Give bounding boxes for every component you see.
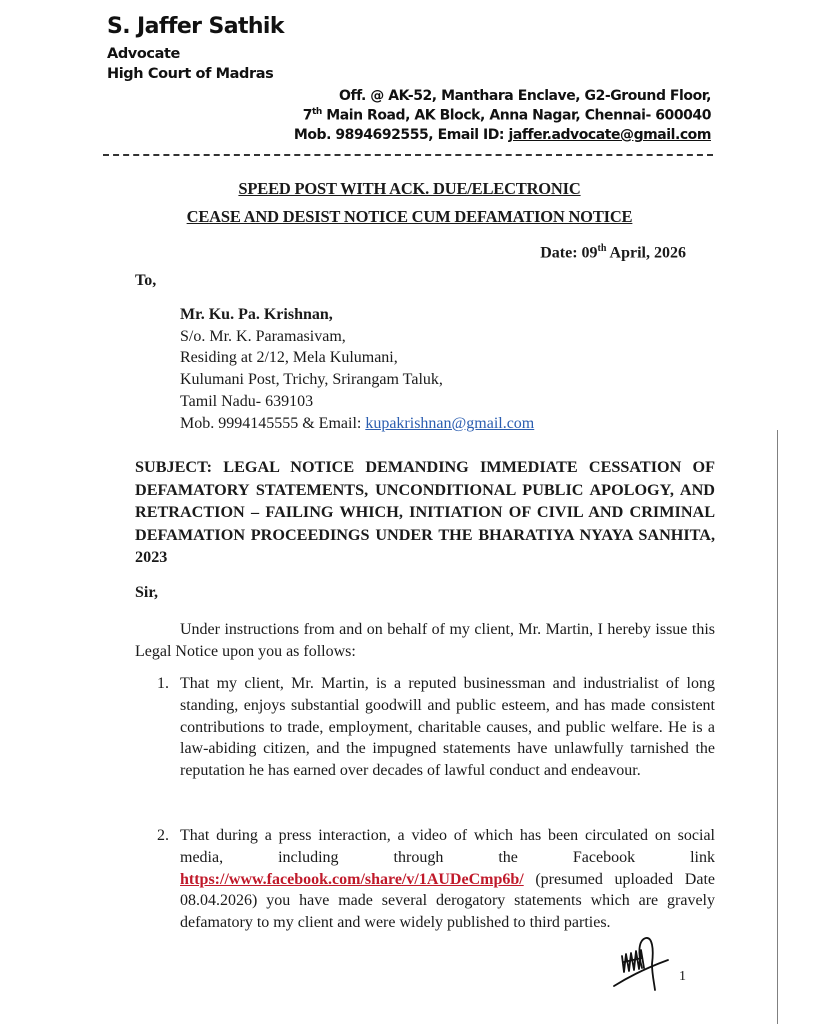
salutation: Sir,: [135, 584, 158, 601]
recipient-address-block: [180, 304, 534, 434]
office-address-line2: [303, 107, 711, 124]
advocate-email-link[interactable]: jaffer.advocate@gmail.com: [508, 127, 711, 143]
recipient-contact: [180, 413, 534, 435]
office-address-line1: Off. @ AK-52, Manthara Enclave, G2-Ground Floor,: [339, 88, 711, 104]
recipient-name: Mr. Ku. Pa. Krishnan,: [180, 306, 333, 323]
list-item-number: 1.: [157, 675, 169, 692]
recipient-line: Residing at 2/12, Mela Kulumani,: [180, 349, 398, 367]
to-label: To,: [135, 272, 157, 289]
ordinal-suffix: th: [312, 107, 322, 117]
street-rest: Main Road, AK Block, Anna Nagar, Chennai- 600040: [321, 107, 711, 124]
subject-line: SUBJECT: LEGAL NOTICE DEMANDING IMMEDIATE CESSATION OF DEFAMATORY STATEMENTS, UNCONDITIONAL PUBLIC APOLOGY, AND RETRACTION – FAILING WHICH, INITIATION OF CIVIL AND CRIMINAL DEFAMATION PROCEEDINGS UNDER THE BHARATIYA NYAYA SANHITA, 2023: [135, 458, 715, 567]
delivery-mode-heading: SPEED POST WITH ACK. DUE/ELECTRONIC: [238, 179, 581, 198]
list-item-text: [180, 825, 715, 934]
signature-icon: [612, 934, 672, 992]
street-number: 7: [302, 107, 313, 124]
advocate-contact-prefix: Mob. 9894692555, Email ID:: [293, 127, 509, 143]
advocate-title: Advocate: [107, 46, 180, 62]
page-number: 1: [679, 969, 686, 984]
recipient-email-link[interactable]: kupakrishnan@gmail.com: [365, 414, 535, 432]
list-item-text-after: (presumed uploaded Date 08.04.2026) you have made several derogatory statements which are gravely defamatory to my client and were widely published to third parties.: [180, 870, 715, 932]
notice-date: [540, 243, 686, 262]
letterhead-divider: [103, 154, 713, 156]
list-item-number: 2.: [157, 827, 169, 844]
list-item-text-before: That during a press interaction, a video of which has been circulated on social media, including through the Facebook link: [180, 827, 715, 866]
advocate-court: High Court of Madras: [107, 66, 274, 82]
date-rest: April, 2026: [606, 244, 686, 262]
date-ordinal: th: [597, 243, 607, 254]
recipient-contact-prefix: Mob. 9994145555 & Email:: [180, 414, 366, 432]
notice-type-heading: CEASE AND DESIST NOTICE CUM DEFAMATION NOTICE: [186, 207, 633, 226]
recipient-line: Kulumani Post, Trichy, Srirangam Taluk,: [180, 371, 443, 389]
date-prefix: Date: 09: [540, 244, 598, 262]
list-item-text: That my client, Mr. Martin, is a reputed businessman and industrialist of long standing, enjoys substantial goodwill and public esteem, and has made consistent contributions to trade, employment, charitable causes, and public welfare. He is a law-abiding citizen, and the impugned statements have unlawfully tarnished the reputation he has earned over decades of lawful conduct and endeavour.: [180, 675, 715, 780]
advocate-contact: [294, 127, 711, 143]
recipient-line: Tamil Nadu- 639103: [180, 392, 314, 410]
scan-edge-line: [777, 430, 778, 1024]
intro-paragraph: Under instructions from and on behalf of my client, Mr. Martin, I hereby issue this Legal Notice upon you as follows:: [135, 621, 715, 660]
list-item: [157, 825, 715, 934]
recipient-line: S/o. Mr. K. Paramasivam,: [180, 327, 346, 345]
list-item: [157, 673, 715, 782]
facebook-video-link[interactable]: https://www.facebook.com/share/v/1AUDeCmp6b/: [180, 870, 524, 888]
advocate-name: S. Jaffer Sathik: [107, 14, 284, 39]
